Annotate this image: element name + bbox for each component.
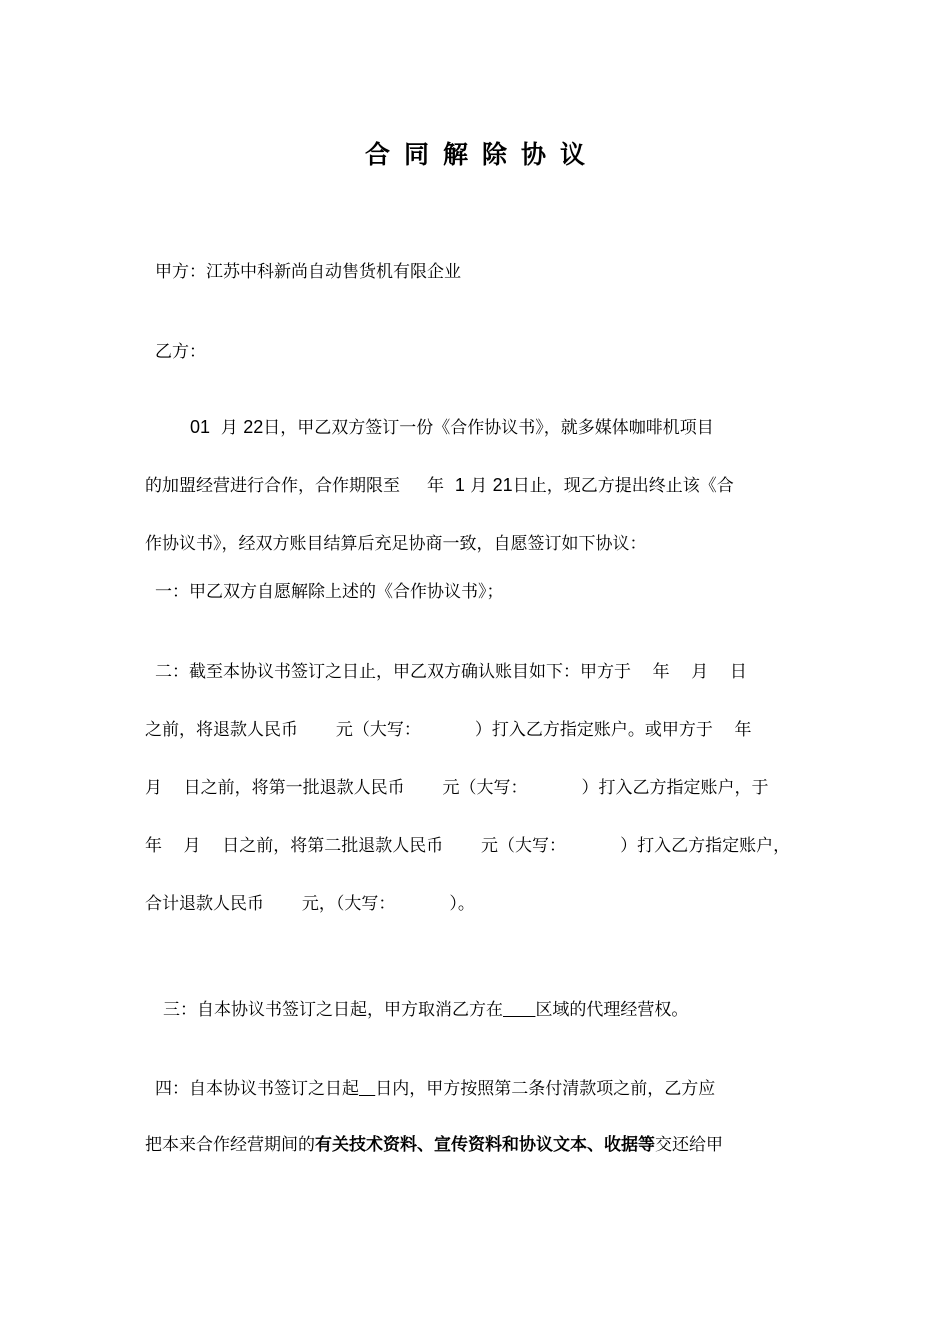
clause-4-line-1 [155, 1077, 715, 1101]
clause-4-text-c: 把本来合作经营期间的 [145, 1135, 315, 1155]
clause-3-blank [503, 1000, 535, 1020]
intro-line-1-text: 日，甲乙双方签订一份《合作协议书》，就多媒体咖啡机项目 [263, 418, 714, 438]
intro-month-char: 月 [220, 418, 238, 438]
clause-2-line-5: 合计退款人民币 元，（大写： ）。 [145, 894, 475, 914]
clause-2-line-4: 年 月 日之前，将第二批退款人民币 元（大写： ）打入乙方指定账户， [145, 836, 791, 856]
clause-1: 一：甲乙双方自愿解除上述的《合作协议书》； [155, 582, 504, 602]
intro-line-3: 作协议书》，经双方账目结算后充足协商一致，自愿签订如下协议： [145, 534, 647, 554]
party-b-line: 乙方： [155, 342, 206, 362]
document-title: 合同解除协议 [364, 140, 599, 169]
clause-3-text-b: 区域的代理经营权。 [535, 1000, 689, 1020]
clause-4-line-2 [145, 1133, 723, 1157]
clause-3-text-a: 三：自本协议书签订之日起，甲方取消乙方在 [163, 1000, 503, 1020]
intro-line-2-text-a: 的加盟经营进行合作，合作期限至 [145, 476, 400, 496]
intro-line-2 [145, 473, 734, 498]
intro-end-month-num: 1 [454, 475, 465, 495]
clause-4-text-a: 四：自本协议书签订之日起 [155, 1079, 359, 1099]
clause-4-blank [359, 1079, 375, 1099]
clause-3 [163, 998, 688, 1022]
intro-end-month-char: 月 [470, 476, 488, 496]
party-a-line: 甲方：江苏中科新尚自动售货机有限企业 [155, 262, 461, 282]
intro-year-num: 01 [190, 417, 211, 437]
intro-end-day-num: 21 [492, 475, 513, 495]
clause-2-line-2: 之前，将退款人民币 元（大写： ）打入乙方指定账户。或甲方于 年 [145, 720, 752, 740]
clause-4-text-b: 日内，甲方按照第二条付清款项之前，乙方应 [375, 1079, 716, 1099]
intro-line-2-text-b: 日止，现乙方提出终止该《合 [512, 476, 734, 496]
intro-day-num: 22 [243, 417, 264, 437]
clause-4-text-d: 交还给甲 [655, 1135, 723, 1155]
clause-2-line-3: 月 日之前，将第一批退款人民币 元（大写： ）打入乙方指定账户，于 [145, 778, 769, 798]
intro-line-1 [190, 415, 714, 440]
clause-4-bold-items: 有关技术资料、宣传资料和协议文本、收据等 [315, 1135, 655, 1155]
intro-year-char: 年 [427, 476, 445, 496]
clause-2-line-1: 二：截至本协议书签订之日止，甲乙双方确认账目如下：甲方于 年 月 日 [155, 662, 747, 682]
